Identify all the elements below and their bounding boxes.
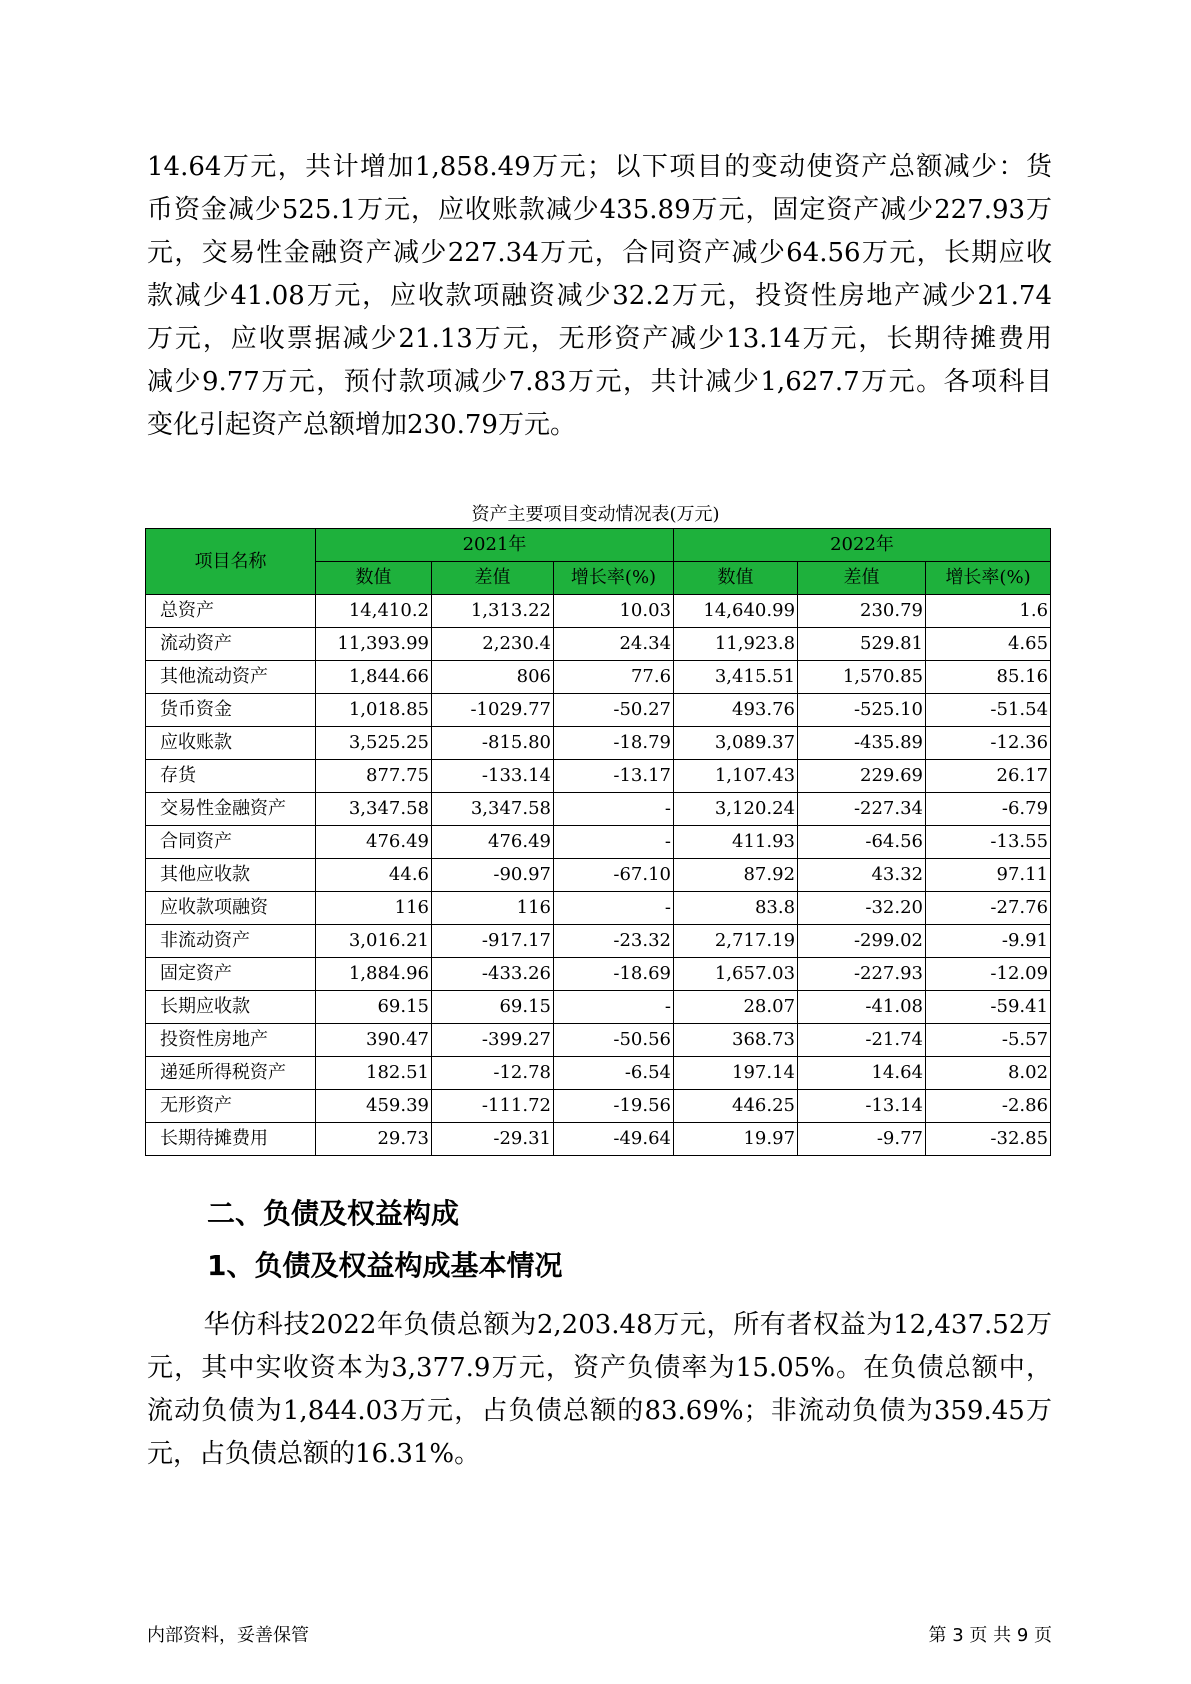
value-2021: 459.39 — [316, 1090, 432, 1123]
diff-2021: 476.49 — [432, 826, 554, 859]
value-2022: 3,120.24 — [674, 793, 798, 826]
diff-2022: -13.14 — [798, 1090, 926, 1123]
diff-2022: -21.74 — [798, 1024, 926, 1057]
value-2021: 11,393.99 — [316, 628, 432, 661]
header-year-2021: 2021年 — [316, 529, 674, 562]
value-2022: 1,107.43 — [674, 760, 798, 793]
table-row — [146, 793, 1051, 826]
paragraph-line: 款减少41.08万元，应收款项融资减少32.2万元，投资性房地产减少21.74 — [147, 281, 1052, 311]
section-heading: 二、负债及权益构成 — [207, 1197, 460, 1230]
value-2022: 446.25 — [674, 1090, 798, 1123]
value-2021: 3,016.21 — [316, 925, 432, 958]
growth-2022: -59.41 — [926, 991, 1051, 1024]
table-row — [146, 892, 1051, 925]
footer-confidential-note: 内部资料，妥善保管 — [147, 1625, 309, 1646]
table-row — [146, 727, 1051, 760]
table-row — [146, 661, 1051, 694]
table-row — [146, 760, 1051, 793]
value-2021: 44.6 — [316, 859, 432, 892]
paragraph-line: 流动负债为1,844.03万元，占负债总额的83.69%；非流动负债为359.45万 — [147, 1396, 1052, 1426]
paragraph-line: 元，占负债总额的16.31%。 — [147, 1439, 481, 1469]
growth-2021: - — [554, 892, 674, 925]
diff-2022: 1,570.85 — [798, 661, 926, 694]
diff-2021: -90.97 — [432, 859, 554, 892]
table-row — [146, 958, 1051, 991]
growth-2021: -18.79 — [554, 727, 674, 760]
row-label: 其他流动资产 — [146, 661, 316, 694]
header-value: 数值 — [674, 562, 798, 595]
diff-2022: -9.77 — [798, 1123, 926, 1156]
diff-2021: -399.27 — [432, 1024, 554, 1057]
paragraph-line: 变化引起资产总额增加230.79万元。 — [147, 410, 576, 440]
growth-2022: -32.85 — [926, 1123, 1051, 1156]
row-label: 货币资金 — [146, 694, 316, 727]
diff-2022: -525.10 — [798, 694, 926, 727]
row-label: 交易性金融资产 — [146, 793, 316, 826]
row-label: 固定资产 — [146, 958, 316, 991]
growth-2022: -9.91 — [926, 925, 1051, 958]
growth-2021: - — [554, 793, 674, 826]
row-label: 应收款项融资 — [146, 892, 316, 925]
growth-2021: -50.27 — [554, 694, 674, 727]
diff-2021: -917.17 — [432, 925, 554, 958]
value-2022: 11,923.8 — [674, 628, 798, 661]
table-row — [146, 628, 1051, 661]
growth-2022: 1.6 — [926, 595, 1051, 628]
table-row — [146, 991, 1051, 1024]
value-2021: 390.47 — [316, 1024, 432, 1057]
header-growth-rate: 增长率(%) — [554, 562, 674, 595]
value-2021: 1,844.66 — [316, 661, 432, 694]
row-label: 合同资产 — [146, 826, 316, 859]
row-label: 应收账款 — [146, 727, 316, 760]
diff-2021: 806 — [432, 661, 554, 694]
value-2022: 3,089.37 — [674, 727, 798, 760]
row-label: 递延所得税资产 — [146, 1057, 316, 1090]
growth-2021: -6.54 — [554, 1057, 674, 1090]
row-label: 存货 — [146, 760, 316, 793]
diff-2022: 43.32 — [798, 859, 926, 892]
growth-2022: -13.55 — [926, 826, 1051, 859]
subsection-heading: 1、负债及权益构成基本情况 — [207, 1249, 563, 1282]
table-row — [146, 1057, 1051, 1090]
diff-2022: -227.34 — [798, 793, 926, 826]
header-item-name: 项目名称 — [146, 529, 316, 595]
diff-2021: -1029.77 — [432, 694, 554, 727]
value-2022: 28.07 — [674, 991, 798, 1024]
row-label: 其他应收款 — [146, 859, 316, 892]
table-row — [146, 1024, 1051, 1057]
diff-2021: 116 — [432, 892, 554, 925]
diff-2021: -133.14 — [432, 760, 554, 793]
diff-2022: 230.79 — [798, 595, 926, 628]
paragraph-line: 币资金减少525.1万元，应收账款减少435.89万元，固定资产减少227.93万 — [147, 195, 1052, 225]
value-2021: 476.49 — [316, 826, 432, 859]
value-2022: 14,640.99 — [674, 595, 798, 628]
value-2022: 368.73 — [674, 1024, 798, 1057]
growth-2022: 85.16 — [926, 661, 1051, 694]
table-header-row — [146, 529, 1051, 562]
growth-2022: -51.54 — [926, 694, 1051, 727]
growth-2021: -23.32 — [554, 925, 674, 958]
diff-2022: -64.56 — [798, 826, 926, 859]
diff-2022: -32.20 — [798, 892, 926, 925]
growth-2021: - — [554, 991, 674, 1024]
growth-2022: 26.17 — [926, 760, 1051, 793]
paragraph-line: 元，其中实收资本为3,377.9万元，资产负债率为15.05%。在负债总额中， — [147, 1353, 1052, 1383]
growth-2022: 97.11 — [926, 859, 1051, 892]
table-row — [146, 595, 1051, 628]
diff-2022: -299.02 — [798, 925, 926, 958]
growth-2021: -19.56 — [554, 1090, 674, 1123]
asset-change-table — [145, 528, 1051, 1156]
footer-page-number: 第 3 页 共 9 页 — [928, 1625, 1052, 1646]
value-2022: 411.93 — [674, 826, 798, 859]
diff-2021: -29.31 — [432, 1123, 554, 1156]
growth-2021: -50.56 — [554, 1024, 674, 1057]
growth-2022: 4.65 — [926, 628, 1051, 661]
value-2021: 116 — [316, 892, 432, 925]
table-row — [146, 925, 1051, 958]
diff-2022: -227.93 — [798, 958, 926, 991]
header-year-2022: 2022年 — [674, 529, 1051, 562]
paragraph-line: 减少9.77万元，预付款项减少7.83万元，共计减少1,627.7万元。各项科目 — [147, 367, 1052, 397]
diff-2021: -12.78 — [432, 1057, 554, 1090]
header-growth-rate: 增长率(%) — [926, 562, 1051, 595]
header-difference: 差值 — [798, 562, 926, 595]
growth-2022: -12.09 — [926, 958, 1051, 991]
table-row — [146, 1090, 1051, 1123]
value-2022: 2,717.19 — [674, 925, 798, 958]
diff-2021: -111.72 — [432, 1090, 554, 1123]
value-2021: 29.73 — [316, 1123, 432, 1156]
value-2021: 69.15 — [316, 991, 432, 1024]
paragraph-line: 元，交易性金融资产减少227.34万元，合同资产减少64.56万元，长期应收 — [147, 238, 1052, 268]
growth-2021: -18.69 — [554, 958, 674, 991]
row-label: 总资产 — [146, 595, 316, 628]
row-label: 无形资产 — [146, 1090, 316, 1123]
growth-2021: 24.34 — [554, 628, 674, 661]
table-caption: 资产主要项目变动情况表(万元) — [471, 504, 720, 525]
growth-2022: -6.79 — [926, 793, 1051, 826]
value-2021: 877.75 — [316, 760, 432, 793]
value-2022: 493.76 — [674, 694, 798, 727]
diff-2021: 1,313.22 — [432, 595, 554, 628]
header-difference: 差值 — [432, 562, 554, 595]
paragraph-line-text: 华仿科技2022年负债总额为2,203.48万元，所有者权益为12,437.52万 — [203, 1310, 1052, 1340]
paragraph-line: 万元，应收票据减少21.13万元，无形资产减少13.14万元，长期待摊费用 — [147, 324, 1052, 354]
diff-2022: -41.08 — [798, 991, 926, 1024]
row-label: 流动资产 — [146, 628, 316, 661]
value-2022: 3,415.51 — [674, 661, 798, 694]
diff-2021: 69.15 — [432, 991, 554, 1024]
value-2022: 197.14 — [674, 1057, 798, 1090]
diff-2022: -435.89 — [798, 727, 926, 760]
growth-2021: 10.03 — [554, 595, 674, 628]
diff-2022: 14.64 — [798, 1057, 926, 1090]
row-label: 长期应收款 — [146, 991, 316, 1024]
diff-2022: 229.69 — [798, 760, 926, 793]
diff-2021: -815.80 — [432, 727, 554, 760]
growth-2021: 77.6 — [554, 661, 674, 694]
growth-2021: -67.10 — [554, 859, 674, 892]
diff-2022: 529.81 — [798, 628, 926, 661]
value-2022: 19.97 — [674, 1123, 798, 1156]
value-2021: 1,884.96 — [316, 958, 432, 991]
row-label: 非流动资产 — [146, 925, 316, 958]
diff-2021: 3,347.58 — [432, 793, 554, 826]
growth-2022: -27.76 — [926, 892, 1051, 925]
value-2021: 3,347.58 — [316, 793, 432, 826]
growth-2021: -13.17 — [554, 760, 674, 793]
header-value: 数值 — [316, 562, 432, 595]
paragraph-line: 14.64万元，共计增加1,858.49万元；以下项目的变动使资产总额减少：货 — [147, 152, 1052, 182]
value-2022: 87.92 — [674, 859, 798, 892]
row-label: 投资性房地产 — [146, 1024, 316, 1057]
liability-paragraph — [147, 1304, 1052, 1476]
growth-2022: 8.02 — [926, 1057, 1051, 1090]
paragraph-line — [147, 1304, 1052, 1347]
diff-2021: 2,230.4 — [432, 628, 554, 661]
row-label: 长期待摊费用 — [146, 1123, 316, 1156]
value-2021: 3,525.25 — [316, 727, 432, 760]
table-row — [146, 859, 1051, 892]
diff-2021: -433.26 — [432, 958, 554, 991]
growth-2021: - — [554, 826, 674, 859]
value-2021: 14,410.2 — [316, 595, 432, 628]
asset-change-paragraph — [147, 146, 1052, 447]
growth-2022: -12.36 — [926, 727, 1051, 760]
table-row — [146, 1123, 1051, 1156]
value-2022: 83.8 — [674, 892, 798, 925]
table-row — [146, 826, 1051, 859]
value-2021: 1,018.85 — [316, 694, 432, 727]
table-body — [146, 595, 1051, 1156]
value-2022: 1,657.03 — [674, 958, 798, 991]
growth-2021: -49.64 — [554, 1123, 674, 1156]
growth-2022: -2.86 — [926, 1090, 1051, 1123]
value-2021: 182.51 — [316, 1057, 432, 1090]
table-row — [146, 694, 1051, 727]
growth-2022: -5.57 — [926, 1024, 1051, 1057]
